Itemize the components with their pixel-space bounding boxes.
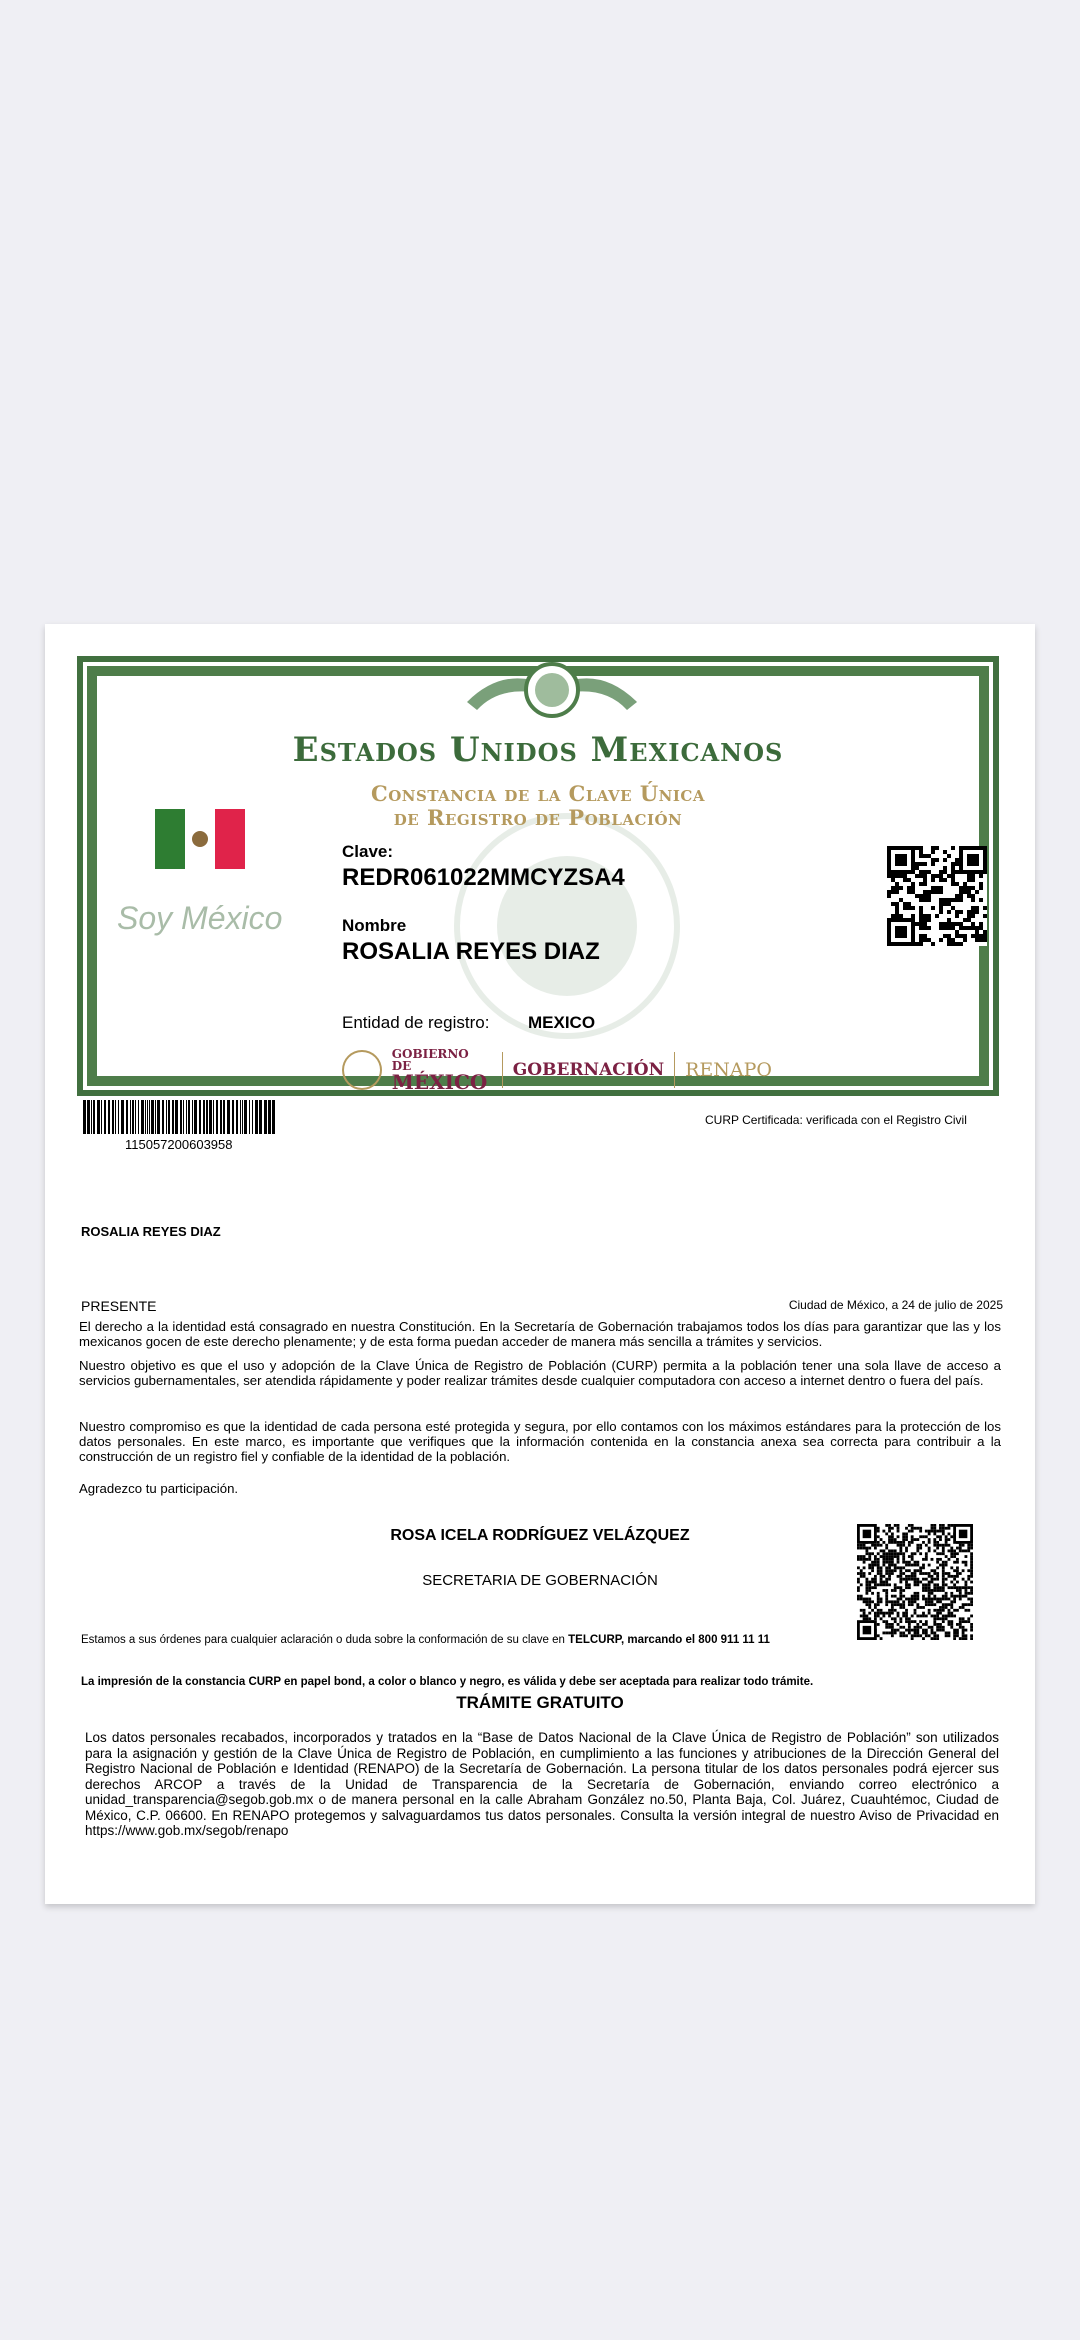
gobierno-line-1: GOBIERNO DE	[391, 1047, 469, 1073]
print-note: La impresión de la constancia CURP en papel bond, a color o blanco y negro, es válida y debe ser aceptada para realizar todo trámite.	[81, 1676, 814, 1688]
entidad-label: Entidad de registro:	[342, 1013, 490, 1032]
subtitle-line-1: Constancia de la Clave Única	[371, 781, 705, 806]
renapo-logo: RENAPO	[685, 1059, 773, 1081]
signer-name: ROSA ICELA RODRÍGUEZ VELÁZQUEZ	[390, 1527, 690, 1544]
letter-paragraph-3: Nuestro compromiso es que la identidad de cada persona esté protegida y segura, por ello contamos con los máximos estándares para la protección de los datos personales. En este marco, es importante que verifiques que la información contenida en la constancia anexa sea correcta para contribuir a la construcción de un registro fiel y confiable de la identidad de la población.	[79, 1419, 1001, 1464]
letter-paragraph-2: Nuestro objetivo es que el uso y adopción de la Clave Única de Registro de Población (CURP) permita a la población tener una sola llave de acceso a servicios gubernamentales, ser atendida rápidamente y poder realizar trámites desde cualquier computadora con acceso a internet dentro o fuera del país.	[79, 1358, 1001, 1388]
gobierno-seal-icon	[342, 1050, 382, 1090]
contact-line	[81, 1634, 770, 1646]
certificate-title: Estados Unidos Mexicanos	[292, 730, 784, 770]
barcode-icon	[83, 1100, 275, 1134]
gobierno-line-2: MÉXICO	[391, 1070, 488, 1094]
contact-phone: TELCURP, marcando el 800 911 11 11	[568, 1634, 770, 1646]
barcode-number: 115057200603958	[125, 1137, 233, 1152]
government-logos	[342, 1046, 772, 1094]
certificate-body	[97, 676, 979, 1094]
privacy-notice: Los datos personales recabados, incorporados y tratados en la “Base de Datos Nacional de la Clave Única de Registro de Población” son utilizados para la asignación y gestión de la Clave Única de Registro de Población, en cumplimiento a las funciones y atribuciones de la Dirección General del Registro Nacional de Población e Identidad (RENAPO) de la Secretaría de Gobernación. La persona titular de los datos personales podrá ejercer sus derechos ARCOP a través de la Unidad de Transparencia de la Secretaría de Gobernación, enviando correo electrónico a unidad_transparencia@segob.gob.mx o de manera personal en la calle Abraham González no.50, Planta Baja, Col. Juárez, Cuauhtémoc, Ciudad de México, C.P. 06600. En RENAPO protegemos y salvaguardamos tus datos personales. Consulta la versión integral de nuestro Aviso de Privacidad en https://www.gob.mx/segob/renapo	[85, 1730, 999, 1838]
gobernacion-logo: GOBERNACIÓN	[512, 1060, 665, 1080]
contact-prefix: Estamos a sus órdenes para cualquier aclaración o duda sobre la conformación de su clave en	[81, 1634, 569, 1646]
logo-divider	[674, 1052, 675, 1088]
eagle-watermark-icon	[447, 806, 687, 1046]
subtitle-line-2: de Registro de Población	[393, 805, 683, 830]
certificate-border	[87, 666, 989, 1094]
entidad-value: MEXICO	[528, 1013, 596, 1032]
nombre-label: Nombre	[342, 916, 407, 935]
nombre-value: ROSALIA REYES DIAZ	[342, 938, 600, 965]
national-crest-icon	[457, 662, 647, 722]
signature-qr-code-icon	[857, 1524, 973, 1640]
clave-label: Clave:	[342, 842, 394, 861]
gobierno-de-mexico-logo	[392, 1048, 492, 1092]
recipient-name: ROSALIA REYES DIAZ	[81, 1224, 221, 1239]
curp-document	[45, 624, 1035, 1904]
soy-mexico-text: Soy México	[117, 900, 283, 936]
letter-date: Ciudad de México, a 24 de julio de 2025	[788, 1298, 1003, 1312]
signer-role: SECRETARIA DE GOBERNACIÓN	[422, 1572, 658, 1589]
logo-divider	[502, 1052, 503, 1088]
clave-value: REDR061022MMCYZSA4	[342, 864, 625, 891]
letter-thanks: Agradezco tu participación.	[79, 1481, 239, 1496]
greeting: PRESENTE	[81, 1298, 157, 1314]
curp-certificate-card	[77, 656, 999, 1096]
certification-status: CURP Certificada: verificada con el Registro Civil	[705, 1113, 967, 1127]
tramite-gratuito: TRÁMITE GRATUITO	[456, 1693, 624, 1712]
certificate-qr-code-icon	[887, 846, 987, 946]
letter-paragraph-1: El derecho a la identidad está consagrado en nuestra Constitución. En la Secretaría de Gobernación trabajamos todos los días para garantizar que las y los mexicanos gocen de este derecho plenamente; y de esta forma puedan acceder de manera más sencilla a trámites y servicios.	[79, 1319, 1001, 1349]
mexico-flag-icon	[155, 809, 245, 869]
